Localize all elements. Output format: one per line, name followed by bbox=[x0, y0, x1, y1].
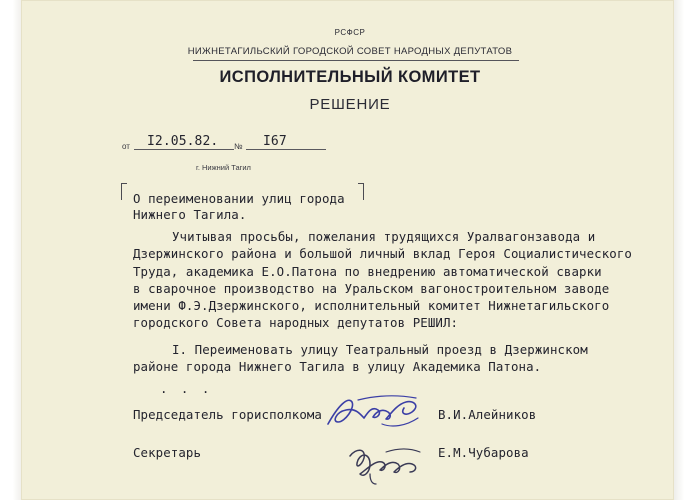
date-prefix: от bbox=[122, 142, 130, 151]
secretary-title: Секретарь bbox=[133, 445, 202, 460]
number-prefix: № bbox=[234, 142, 243, 151]
number-underline bbox=[246, 149, 326, 150]
paragraph-line-2: Дзержинского района и большой личный вклад Героя Социалистического bbox=[133, 246, 632, 261]
ellipsis: . . . bbox=[160, 381, 213, 396]
chairman-signature bbox=[322, 388, 432, 436]
secretary-signature bbox=[340, 438, 440, 488]
document-number: I67 bbox=[263, 134, 287, 149]
chairman-name: В.И.Алейников bbox=[438, 407, 537, 422]
council-underline bbox=[193, 60, 519, 61]
council-heading: НИЖНЕТАГИЛЬСКИЙ ГОРОДСКОЙ СОВЕТ НАРОДНЫХ ДЕПУТАТОВ bbox=[187, 46, 513, 57]
date-underline bbox=[134, 149, 234, 150]
subject-bracket-right bbox=[358, 183, 364, 200]
place-label: г. Нижний Тагил bbox=[196, 163, 251, 172]
committee-heading: ИСПОЛНИТЕЛЬНЫЙ КОМИТЕТ bbox=[219, 68, 481, 86]
paragraph-line-3: Труда, академика Е.О.Патона по внедрению автоматической сварки bbox=[133, 264, 602, 279]
subject-line-1: О переименовании улиц города bbox=[133, 191, 345, 206]
decision-heading: РЕШЕНИЕ bbox=[309, 96, 391, 113]
document-date: I2.05.82. bbox=[147, 134, 219, 149]
paragraph-line-6: городского Совета народных депутатов РЕШИЛ: bbox=[133, 315, 459, 330]
paragraph-line-5: имени Ф.Э.Дзержинского, исполнительный комитет Нижнетагильского bbox=[133, 298, 610, 313]
resolution-item-line-1: I. Переименовать улицу Театральный проезд в Дзержинском bbox=[172, 342, 588, 357]
rsfsr-heading: РСФСР bbox=[334, 28, 366, 37]
subject-bracket-left bbox=[121, 183, 127, 200]
chairman-title: Председатель горисполкома bbox=[133, 407, 322, 422]
secretary-name: Е.М.Чубарова bbox=[438, 445, 529, 460]
paragraph-line-1: Учитывая просьбы, пожелания трудящихся Уралвагонзавода и bbox=[172, 229, 596, 244]
paragraph-line-4: в сварочное производство на Уральском вагоностроительном заводе bbox=[133, 281, 610, 296]
subject-line-2: Нижнего Тагила. bbox=[133, 207, 247, 222]
resolution-item-line-2: районе города Нижнего Тагила в улицу Академика Патона. bbox=[133, 359, 542, 374]
